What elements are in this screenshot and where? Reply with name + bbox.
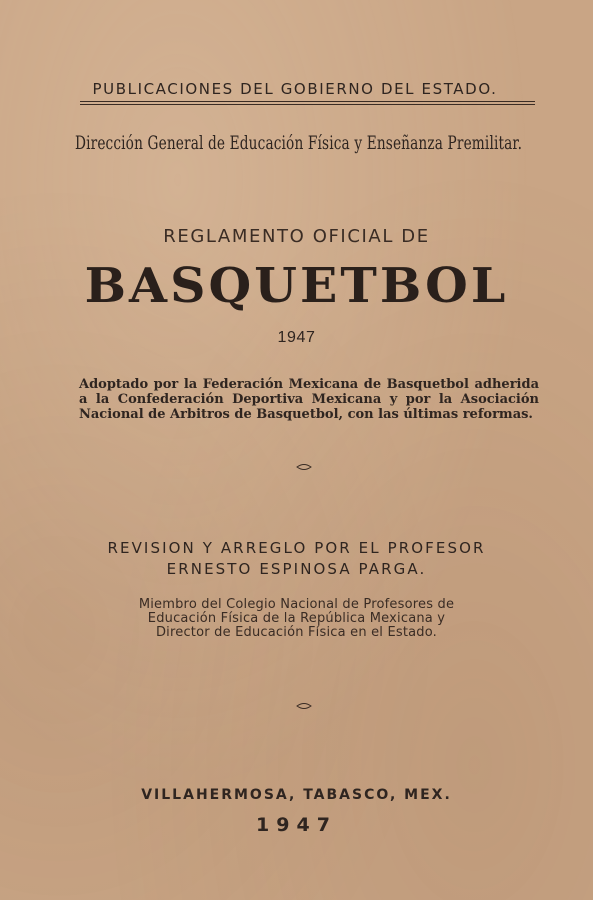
revision-credit: REVISION Y ARREGLO POR EL PROFESOR	[107, 539, 486, 557]
publication-year: 1947	[277, 329, 316, 346]
professor-name: ERNESTO ESPINOSA PARGA.	[166, 560, 427, 578]
adoption-note-line: Adoptado por la Federación Mexicana de Basquetbol adherida	[79, 377, 539, 392]
imprint-year: 1947	[256, 814, 337, 836]
author-credential-line: Educación Física de la República Mexicana y	[147, 611, 446, 626]
adoption-note-line: Nacional de Arbitros de Basquetbol, con las últimas reformas.	[79, 407, 533, 422]
diamond-ornament-icon	[296, 702, 312, 710]
author-credential-line: Miembro del Colegio Nacional de Profesores de	[138, 597, 455, 612]
publisher-heading: PUBLICACIONES DEL GOBIERNO DEL ESTADO.	[92, 80, 498, 98]
regulation-label: REGLAMENTO OFICIAL DE	[163, 226, 430, 247]
double-rule-bottom	[80, 104, 535, 105]
author-credential-line: Director de Educación Física en el Estado.	[155, 625, 438, 640]
diamond-ornament-icon	[296, 463, 312, 471]
double-rule-top	[80, 101, 535, 102]
direction-subtitle: Dirección General de Educación Física y Enseñanza Premilitar.	[75, 132, 523, 154]
publication-place: VILLAHERMOSA, TABASCO, MEX.	[141, 787, 452, 803]
adoption-note-line: a la Confederación Deportiva Mexicana y por la Asociación	[79, 392, 539, 407]
cover-title: BASQUETBOL	[84, 258, 509, 314]
